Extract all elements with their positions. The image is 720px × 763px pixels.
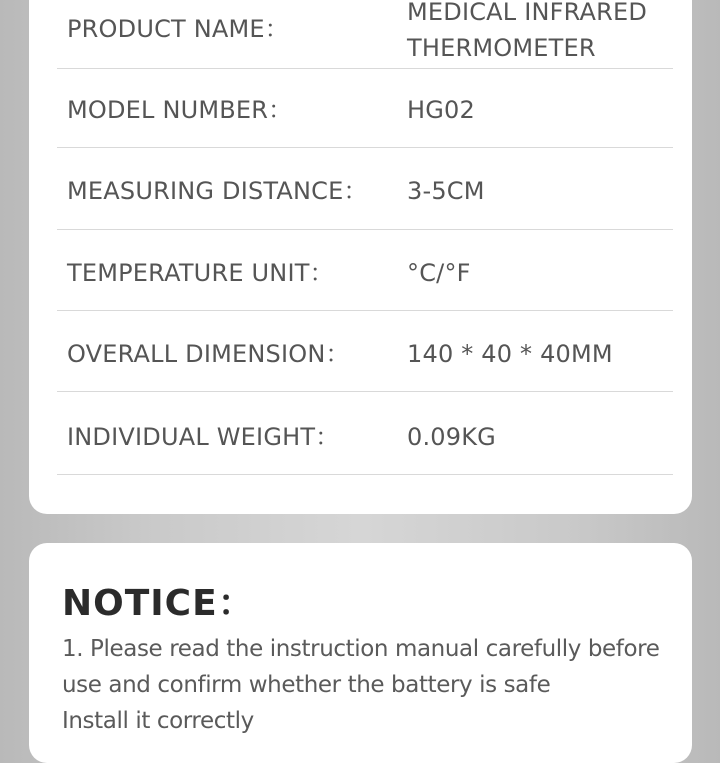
spec-value-product-name-line1: MEDICAL INFRARED [407, 0, 648, 26]
spec-value-measuring-distance: 3-5CM [407, 177, 485, 205]
spec-label-product-name: PRODUCT NAME： [67, 15, 289, 43]
spec-label-temperature-unit: TEMPERATURE UNIT： [67, 259, 334, 287]
notice-text [62, 631, 662, 739]
spec-label-measuring-distance: MEASURING DISTANCE： [67, 177, 368, 205]
spec-label-overall-dimension: OVERALL DIMENSION： [67, 340, 350, 368]
notice-line-1: 1. Please read the instruction manual carefully before [62, 636, 660, 662]
spec-value-model-number: HG02 [407, 96, 475, 124]
spec-row-individual-weight [57, 392, 673, 475]
notice-line-2: use and confirm whether the battery is safe [62, 672, 551, 698]
notice-line-3: Install it correctly [62, 708, 254, 734]
spec-value-product-name-line2: THERMOMETER [407, 34, 596, 62]
spec-row-measuring-distance [57, 148, 673, 230]
spec-row-temperature-unit [57, 230, 673, 311]
spec-row-model-number [57, 69, 673, 148]
spec-value-individual-weight: 0.09KG [407, 423, 496, 451]
spec-label-model-number: MODEL NUMBER： [67, 96, 293, 124]
spec-value-temperature-unit: °C/°F [407, 259, 471, 287]
spec-row-overall-dimension [57, 311, 673, 392]
spec-value-overall-dimension: 140 * 40 * 40MM [407, 340, 613, 368]
spec-label-individual-weight: INDIVIDUAL WEIGHT： [67, 423, 340, 451]
spec-row-product-name [57, 0, 673, 69]
notice-title: NOTICE： [62, 583, 255, 624]
notice-card [29, 543, 692, 763]
